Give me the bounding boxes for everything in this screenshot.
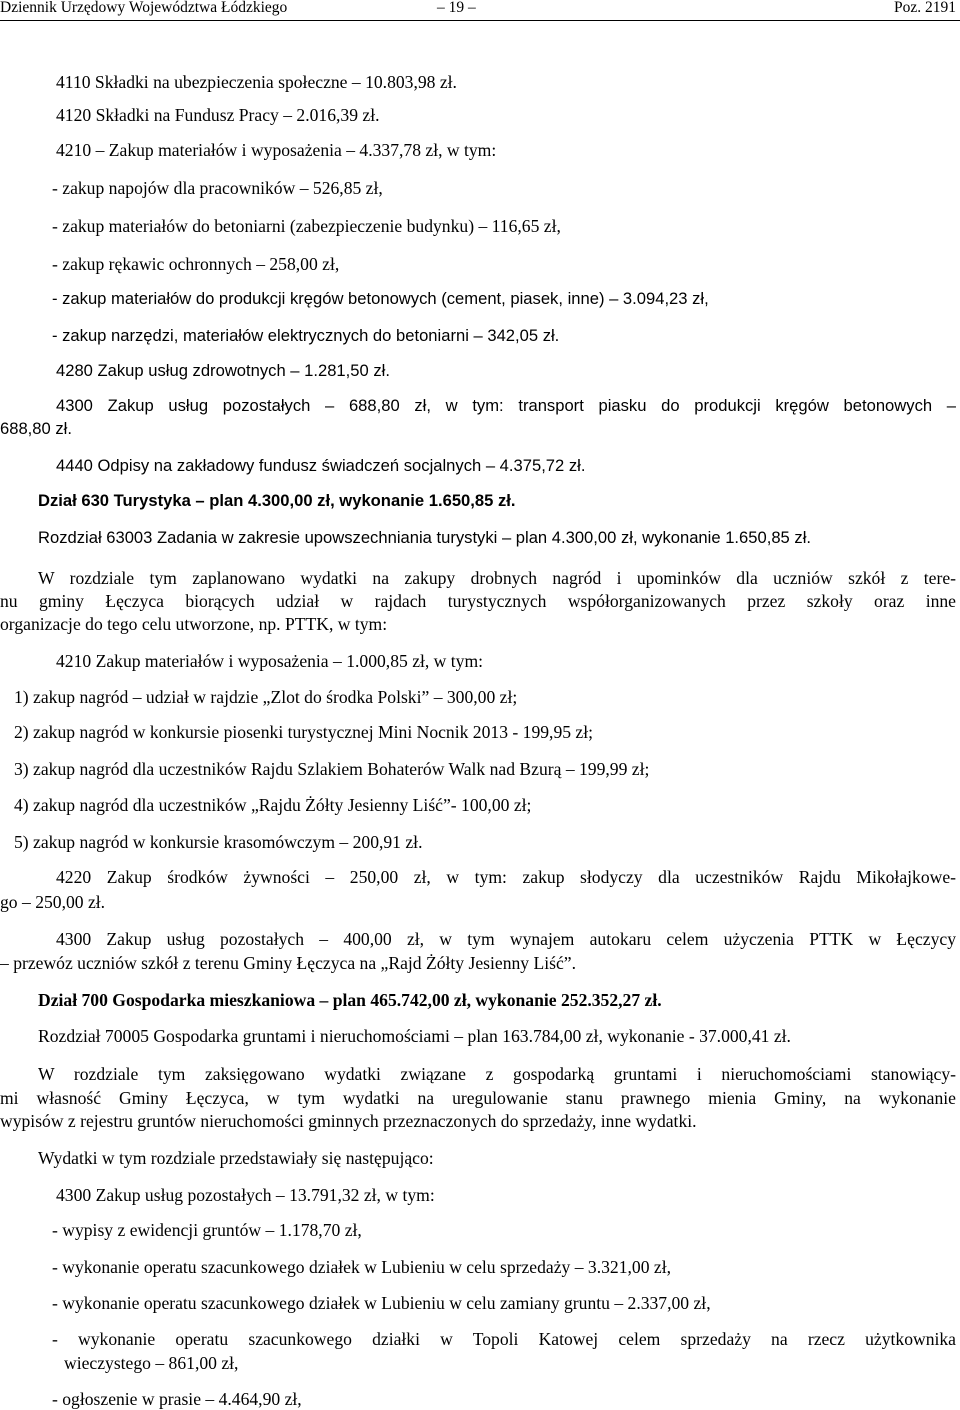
text-line: 4300 Zakup usług pozostałych – 688,80 zł, w tym: transport piasku do produkcji kręgów betonowych – bbox=[56, 396, 956, 415]
text-line: 4110 Składki na ubezpieczenia społeczne – 10.803,98 zł. bbox=[56, 72, 457, 92]
page-header bbox=[0, 0, 960, 20]
text-line: - zakup napojów dla pracowników – 526,85 zł, bbox=[52, 178, 383, 198]
text-line: - zakup materiałów do betoniarni (zabezpieczenie budynku) – 116,65 zł, bbox=[52, 216, 561, 236]
subsection-heading: Rozdział 70005 Gospodarka gruntami i nieruchomościami – plan 163.784,00 zł, wykonanie - 37.000,41 zł. bbox=[38, 1026, 791, 1046]
list-item: 2) zakup nagród w konkursie piosenki turystycznej Mini Nocnik 2013 - 199,95 zł; bbox=[14, 722, 594, 742]
paragraph-line: W rozdziale tym zaplanowano wydatki na zakupy drobnych nagród i upominków dla uczniów szkół z tere- bbox=[38, 568, 956, 588]
list-item: - wykonanie operatu szacunkowego działek w Lubieniu w celu sprzedaży – 3.321,00 zł, bbox=[52, 1257, 671, 1277]
list-item: 3) zakup nagród dla uczestników Rajdu Szlakiem Bohaterów Walk nad Bzurą – 199,99 zł; bbox=[14, 759, 650, 779]
text-line: 4280 Zakup usług zdrowotnych – 1.281,50 zł. bbox=[56, 361, 390, 380]
subsection-heading: Rozdział 63003 Zadania w zakresie upowszechniania turystyki – plan 4.300,00 zł, wykonanie 1.650,85 zł. bbox=[38, 528, 811, 547]
text-line: - zakup materiałów do produkcji kręgów betonowych (cement, piasek, inne) – 3.094,23 zł, bbox=[52, 289, 709, 308]
list-item: wieczystego – 861,00 zł, bbox=[64, 1353, 239, 1373]
text-line: 4440 Odpisy na zakładowy fundusz świadczeń socjalnych – 4.375,72 zł. bbox=[56, 456, 586, 475]
paragraph-line: wypisów z rejestru gruntów nieruchomości gminnych przeznaczonych do sprzedaży, inne wydatki. bbox=[0, 1111, 697, 1131]
paragraph-line: nu gminy Łęczyca biorących udział w rajdach turystycznych współorganizowanych przez szkoły oraz inne bbox=[0, 591, 956, 611]
position-number: Poz. 2191 bbox=[894, 0, 956, 16]
section-heading: Dział 700 Gospodarka mieszkaniowa – plan 465.742,00 zł, wykonanie 252.352,27 zł. bbox=[38, 990, 662, 1010]
text-line: 4300 Zakup usług pozostałych – 13.791,32 zł, w tym: bbox=[56, 1185, 435, 1205]
text-line: - zakup narzędzi, materiałów elektrycznych do betoniarni – 342,05 zł. bbox=[52, 326, 560, 345]
section-heading: Dział 630 Turystyka – plan 4.300,00 zł, wykonanie 1.650,85 zł. bbox=[38, 491, 516, 510]
list-item: - wykonanie operatu szacunkowego działek w Lubieniu w celu zamiany gruntu – 2.337,00 zł, bbox=[52, 1293, 711, 1313]
text-line: 4120 Składki na Fundusz Pracy – 2.016,39 zł. bbox=[56, 105, 380, 125]
list-item: 5) zakup nagród w konkursie krasomówczym – 200,91 zł. bbox=[14, 832, 423, 852]
header-divider bbox=[0, 20, 960, 21]
paragraph-line: Wydatki w tym rozdziale przedstawiały się następująco: bbox=[38, 1148, 434, 1168]
list-item: - wykonanie operatu szacunkowego działki w Topoli Katowej celem sprzedaży na rzecz użytkownika bbox=[52, 1329, 956, 1349]
paragraph-line: W rozdziale tym zaksięgowano wydatki związane z gospodarką gruntami i nieruchomościami stanowiący- bbox=[38, 1064, 956, 1084]
paragraph-line: organizacje do tego celu utworzone, np. PTTK, w tym: bbox=[0, 614, 388, 634]
list-item: - wypisy z ewidencji gruntów – 1.178,70 zł, bbox=[52, 1220, 362, 1240]
page-number: – 19 – bbox=[437, 0, 476, 16]
text-line: 688,80 zł. bbox=[0, 419, 72, 438]
paragraph-line: mi własność Gminy Łęczyca, w tym wydatki na uregulowanie stanu prawnego mienia Gminy, na wykonanie bbox=[0, 1088, 956, 1108]
list-item: 1) zakup nagród – udział w rajdzie „Zlot do środka Polski” – 300,00 zł; bbox=[14, 687, 518, 707]
text-line: - zakup rękawic ochronnych – 258,00 zł, bbox=[52, 254, 340, 274]
text-line: 4210 Zakup materiałów i wyposażenia – 1.000,85 zł, w tym: bbox=[56, 651, 484, 671]
text-line: 4220 Zakup środków żywności – 250,00 zł, w tym: zakup słodyczy dla uczestników Rajdu Mikołajkowe- bbox=[56, 867, 956, 887]
list-item: - ogłoszenie w prasie – 4.464,90 zł, bbox=[52, 1389, 302, 1409]
text-line: 4210 – Zakup materiałów i wyposażenia – 4.337,78 zł, w tym: bbox=[56, 140, 497, 160]
text-line: 4300 Zakup usług pozostałych – 400,00 zł, w tym wynajem autokaru celem użyczenia PTTK w Łęczycy bbox=[56, 929, 956, 949]
journal-title: Dziennik Urzędowy Województwa Łódzkiego bbox=[0, 0, 288, 16]
list-item: 4) zakup nagród dla uczestników „Rajdu Żółty Jesienny Liść”- 100,00 zł; bbox=[14, 795, 532, 815]
text-line: go – 250,00 zł. bbox=[0, 892, 106, 912]
text-line: – przewóz uczniów szkół z terenu Gminy Łęczyca na „Rajd Żółty Jesienny Liść”. bbox=[0, 953, 576, 973]
